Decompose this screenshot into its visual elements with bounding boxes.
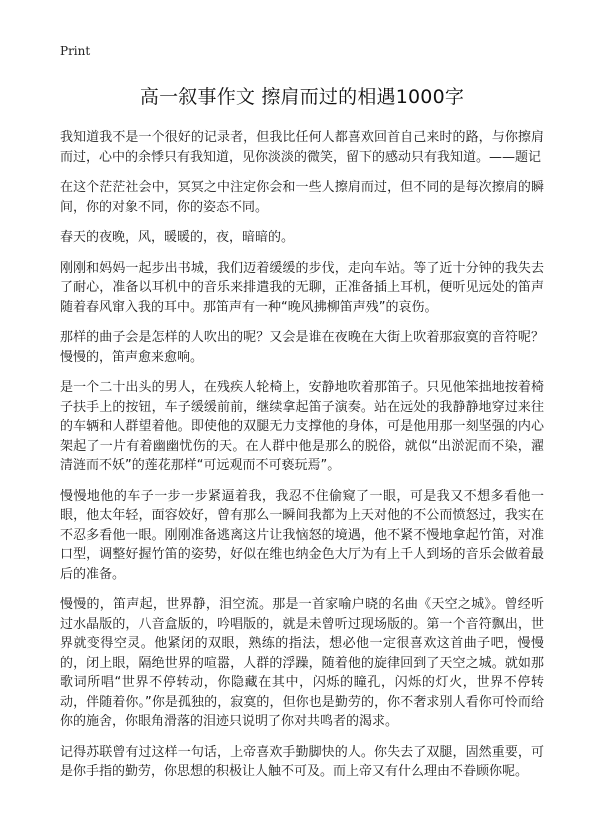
paragraph-epigraph: 我知道我不是一个很好的记录者，但我比任何人都喜欢回首自己来时的路，与你擦肩而过，心中的余悸只有我知道，见你淡淡的微笑，留下的感动只有我知道。——题记: [60, 130, 544, 165]
paragraph: 在这个茫茫社会中，冥冥之中注定你会和一些人擦肩而过，但不同的是每次擦肩的瞬间，你的对象不同，你的姿态不同。: [60, 180, 544, 215]
print-link[interactable]: Print: [60, 44, 91, 58]
paragraph: 那样的曲子会是怎样的人吹出的呢？又会是谁在夜晚在大街上吹着那寂寞的音符呢？慢慢的，笛声愈来愈响。: [60, 330, 544, 365]
paragraph: 慢慢地他的车子一步一步紧逼着我，我忍不住偷窥了一眼，可是我又不想多看他一眼，他太年轻，面容姣好，曾有那么一瞬间我都为上天对他的不公而愤怒过，我实在不忍多看他一眼。刚刚准备逃离这片让我恼怒的境遇，他不紧不慢地拿起竹笛，对准口型，调整好握竹笛的姿势，好似在维也纳金色大厅为有上千人到场的音乐会做着最后的准备。: [60, 488, 544, 582]
article-body: [60, 128, 544, 782]
paragraph: 是一个二十出头的男人，在残疾人轮椅上，安静地吹着那笛子。只见他笨拙地按着椅子扶手上的按钮，车子缓缓前前，继续拿起笛子演奏。站在远处的我静静地穿过来往的车辆和人群望着他。即使他的双腿无力支撑他的身体，可是他用那一刻坚强的内心架起了一片有着幽幽忧伤的天。在人群中他是那么的脱俗，就似“出淤泥而不染，濯清涟而不妖”的莲花那样“可远观而不可亵玩焉”。: [60, 380, 544, 473]
paragraph: 慢慢的，笛声起，世界静，泪空流。那是一首家喻户晓的名曲《天空之城》。曾经听过水晶版的，八音盒版的，吟唱版的，就是未曾听过现场版的。第一个音符飘出，世界就变得空灵。他紧闭的双眼，熟练的指法，想必他一定很喜欢这首曲子吧，慢慢的，闭上眼，隔绝世界的喧嚣，人群的浮躁，随着他的旋律回到了天空之城。就如那歌词所唱“世界不停转动，你隐藏在其中，闪烁的瞳孔，闪烁的灯火，世界不停转动，伴随着你。”你是孤独的，寂寞的，但你也是勤劳的，你不奢求别人看你可怜而给你的施舍，你眼角滑落的泪迹只说明了你对共鸣者的渴求。: [60, 597, 544, 729]
paragraph: 春天的夜晚，风，暖暖的，夜，暗暗的。: [60, 230, 295, 245]
article-title: 高一叙事作文 擦肩而过的相遇1000字: [139, 86, 465, 108]
paragraph: 刚刚和妈妈一起步出书城，我们迈着缓缓的步伐，走向车站。等了近十分钟的我失去了耐心，准备以耳机中的音乐来排遣我的无聊，正准备插上耳机，便听见远处的笛声随着春风窜入我的耳中。那笛声有一种“晚风拂柳笛声残”的哀伤。: [60, 260, 544, 315]
paragraph: 记得苏联曾有过这样一句话，上帝喜欢手勤脚快的人。你失去了双腿，固然重要，可是你手指的勤劳，你思想的积极让人触不可及。而上帝又有什么理由不眷顾你呢。: [60, 744, 544, 779]
